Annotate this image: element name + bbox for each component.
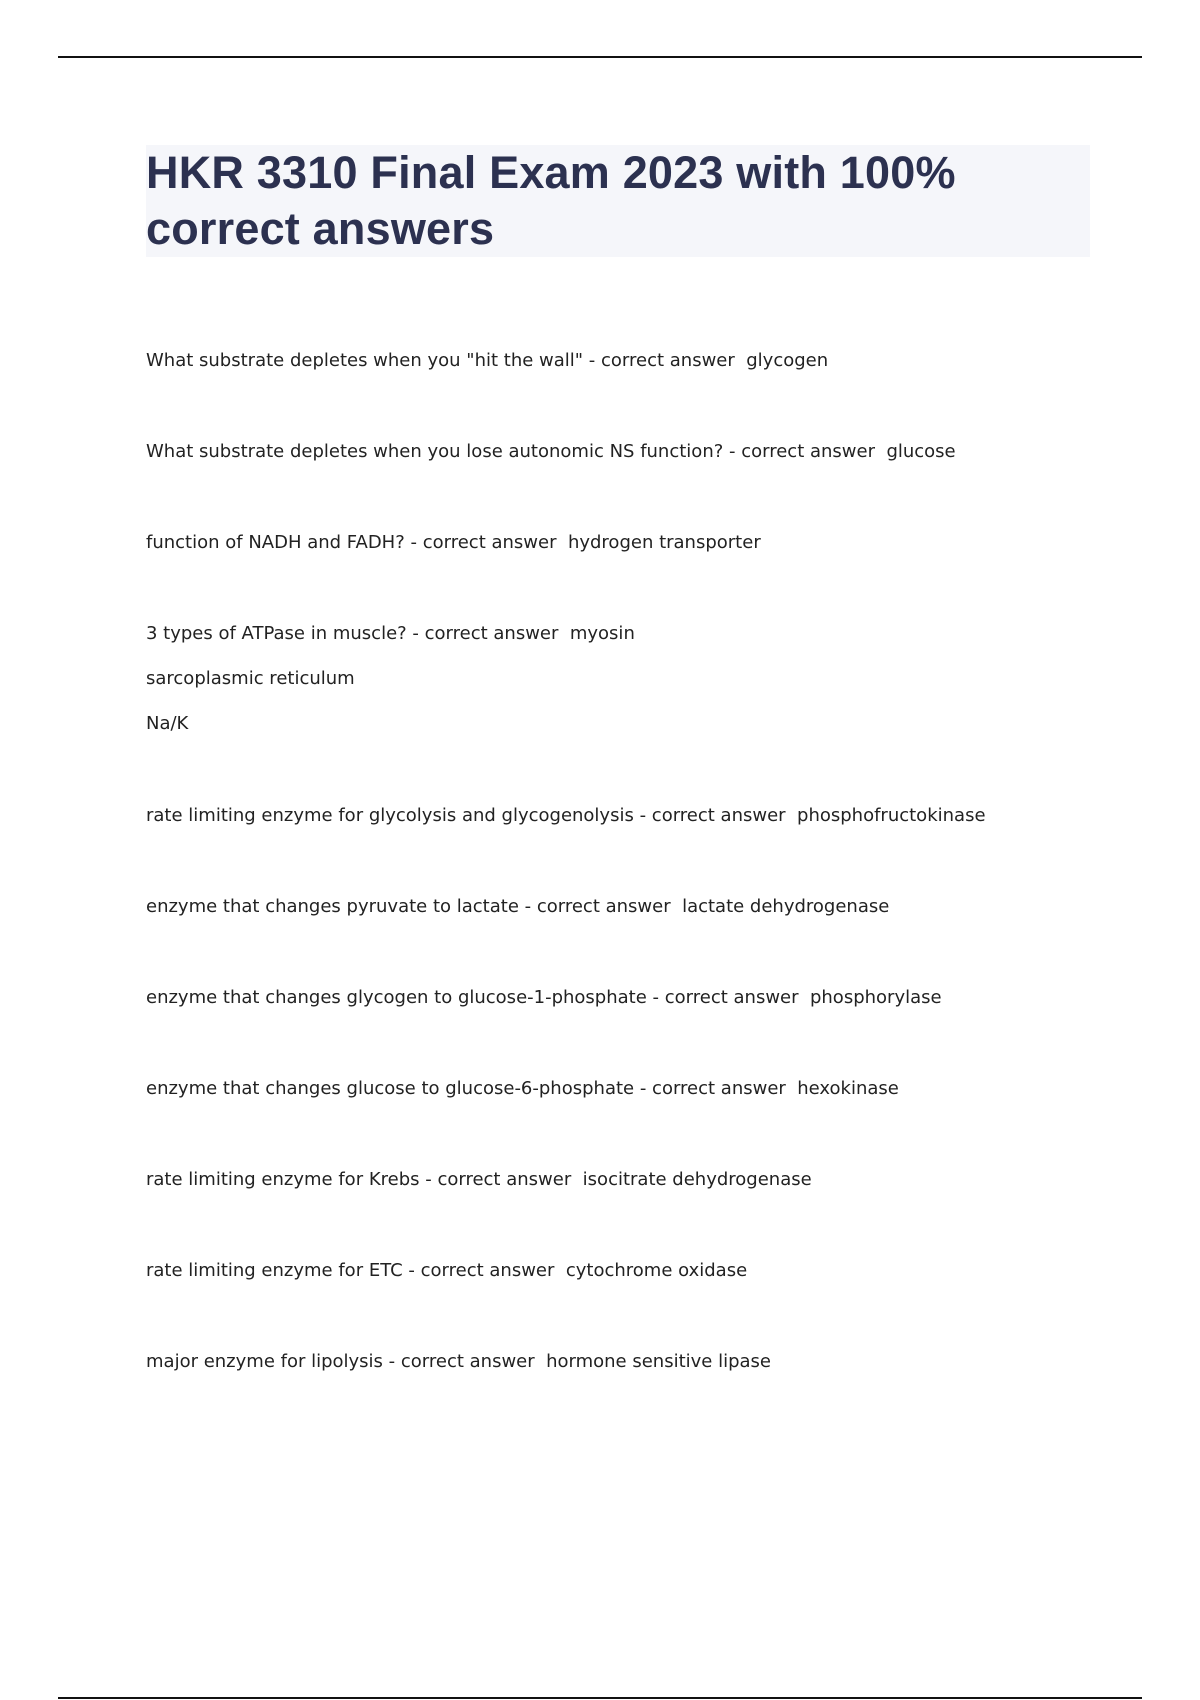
- answer-text: hydrogen transporter: [567, 532, 761, 553]
- qa-item: [146, 429, 1146, 474]
- answer-text: glucose: [886, 441, 956, 462]
- question-text: enzyme that changes pyruvate to lactate: [146, 896, 519, 917]
- qa-item: [146, 975, 1146, 1020]
- answer-marker: - correct answer: [633, 805, 798, 826]
- qa-item: [146, 1248, 1146, 1293]
- answer-text: cytochrome oxidase: [565, 1260, 748, 1281]
- question-text: enzyme that changes glucose to glucose-6-phosphate: [146, 1078, 635, 1099]
- answer-marker: - correct answer: [382, 1351, 547, 1372]
- question-text: 3 types of ATPase in muscle?: [146, 623, 407, 644]
- answer-text: isocitrate dehydrogenase: [582, 1169, 812, 1190]
- qa-item: [146, 520, 1146, 565]
- question-text: What substrate depletes when you lose autonomic NS function?: [146, 441, 724, 462]
- answer-marker: - correct answer: [583, 350, 747, 371]
- answer-text: lactate dehydrogenase: [682, 896, 890, 917]
- header-rule: [58, 56, 1142, 58]
- qa-item: [146, 1066, 1146, 1111]
- answer-marker: - correct answer: [406, 623, 570, 644]
- qa-item: [146, 884, 1146, 929]
- answer-text: hormone sensitive lipase: [546, 1351, 772, 1372]
- answer-continuation: Na/K: [146, 713, 189, 734]
- answer-marker: - correct answer: [634, 1078, 798, 1099]
- answer-text: hexokinase: [797, 1078, 899, 1099]
- answer-marker: - correct answer: [723, 441, 887, 462]
- qa-item: [146, 1157, 1146, 1202]
- question-text: function of NADH and FADH?: [146, 532, 405, 553]
- answer-marker: - correct answer: [419, 1169, 583, 1190]
- title-banner: [146, 145, 1090, 257]
- footer-rule: [58, 1697, 1142, 1699]
- answer-marker: - correct answer: [518, 896, 683, 917]
- answer-text: phosphofructokinase: [797, 805, 986, 826]
- answer-continuation: sarcoplasmic reticulum: [146, 668, 355, 689]
- answer-marker: - correct answer: [402, 1260, 566, 1281]
- answer-text: phosphorylase: [809, 987, 942, 1008]
- answer-text: myosin: [569, 623, 635, 644]
- question-text: rate limiting enzyme for Krebs: [146, 1169, 420, 1190]
- question-text: What substrate depletes when you "hit the wall": [146, 350, 584, 371]
- question-text: rate limiting enzyme for glycolysis and glycogenolysis: [146, 805, 634, 826]
- answer-marker: - correct answer: [646, 987, 810, 1008]
- question-text: enzyme that changes glycogen to glucose-1-phosphate: [146, 987, 647, 1008]
- answer-marker: - correct answer: [404, 532, 568, 553]
- question-text: rate limiting enzyme for ETC: [146, 1260, 403, 1281]
- qa-item: [146, 338, 1146, 383]
- question-text: major enzyme for lipolysis: [146, 1351, 383, 1372]
- qa-item: [146, 793, 1146, 838]
- qa-item: [146, 611, 1146, 746]
- qa-item: [146, 1339, 1146, 1384]
- document-title: HKR 3310 Final Exam 2023 with 100% correct answers: [146, 147, 956, 254]
- answer-text: glycogen: [746, 350, 829, 371]
